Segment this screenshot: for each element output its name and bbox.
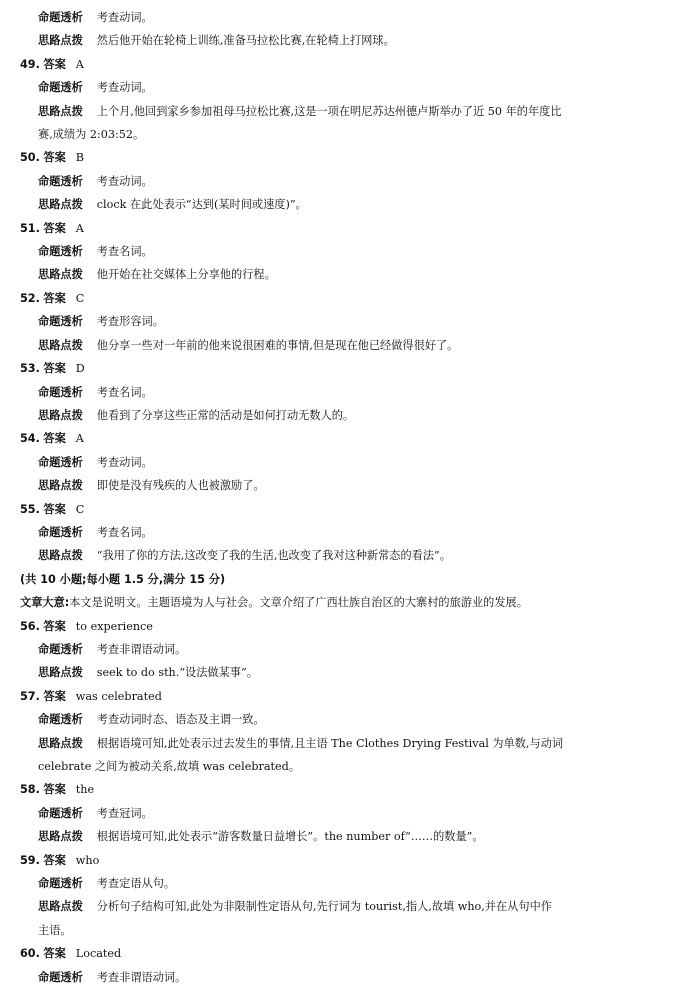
analysis-row	[20, 872, 674, 895]
answer-label: 答案	[43, 432, 66, 446]
hint-label: 思路点拨	[38, 408, 83, 422]
hint-continuation: celebrate 之间为被动关系,故填 was celebrated。	[38, 760, 301, 773]
analysis-row	[20, 240, 674, 263]
answer-value: who	[75, 853, 100, 867]
analysis-label: 命题透析	[38, 806, 83, 820]
summary-text: 本文是说明文。主题语境为人与社会。文章介绍了广西壮族自治区的大寨村的旅游业的发展。	[69, 596, 528, 610]
analysis-row	[20, 966, 674, 989]
analysis-row	[20, 708, 674, 731]
answer-value: Located	[75, 947, 122, 961]
analysis-label: 命题透析	[38, 81, 83, 95]
answer-label: 答案	[43, 783, 66, 797]
analysis-row	[20, 381, 674, 404]
analysis-text: 考查动词。	[96, 11, 153, 24]
answer-label: 答案	[43, 221, 66, 235]
hint-text: 上个月,他回到家乡参加祖母马拉松比赛,这是一项在明尼苏达州德卢斯举办了近 50 年的年度比	[96, 104, 562, 118]
analysis-text: 考查动词。	[96, 455, 153, 469]
item-number: 55.	[20, 502, 40, 516]
analysis-text: 考查非谓语动词。	[96, 970, 187, 984]
analysis-row	[20, 638, 674, 661]
analysis-label: 命题透析	[38, 455, 83, 469]
hint-text: seek to do sth.“设法做某事”。	[96, 666, 258, 680]
analysis-label: 命题透析	[38, 642, 83, 656]
item-number: 54.	[20, 432, 40, 446]
hint-text: 他分享一些对一年前的他来说很困难的事情,但是现在他已经做得很好了。	[96, 338, 459, 352]
analysis-row	[20, 170, 674, 193]
hint-label: 思路点拨	[38, 900, 83, 914]
hint-text: clock 在此处表示“达到(某时间或速度)”。	[96, 198, 307, 212]
answer-row	[20, 53, 674, 76]
item-number: 51.	[20, 221, 40, 235]
answer-row	[20, 942, 674, 965]
item-50	[20, 146, 674, 216]
analysis-text: 考查名词。	[96, 385, 153, 399]
item-59	[20, 849, 674, 943]
answer-row	[20, 615, 674, 638]
analysis-row	[20, 310, 674, 333]
hint-row	[20, 334, 674, 357]
answer-label: 答案	[43, 947, 66, 961]
hint-text: 他看到了分享这些正常的活动是如何打动无数人的。	[96, 408, 355, 422]
answer-row	[20, 849, 674, 872]
answer-label: 答案	[43, 853, 66, 867]
item-51	[20, 217, 674, 287]
hint-text: “我用了你的方法,这改变了我的生活,也改变了我对这种新常态的看法”。	[96, 549, 451, 563]
answer-value: D	[75, 362, 85, 376]
analysis-label: 命题透析	[38, 970, 83, 984]
analysis-text: 考查动词时态、语态及主谓一致。	[96, 713, 265, 727]
item-number: 53.	[20, 362, 40, 376]
item-55	[20, 498, 674, 568]
analysis-label: 命题透析	[38, 877, 83, 891]
item-number: 52.	[20, 291, 40, 305]
analysis-text: 考查名词。	[96, 245, 153, 259]
hint-text: 他开始在社交媒体上分享他的行程。	[96, 268, 276, 282]
answer-value: A	[75, 432, 84, 446]
item-54	[20, 427, 674, 497]
answer-value: B	[75, 151, 85, 165]
hint-continuation: 赛,成绩为 2:03:52。	[38, 128, 145, 142]
hint-label: 思路点拨	[38, 338, 83, 352]
hint-row	[20, 825, 674, 848]
answer-value: A	[75, 57, 84, 71]
analysis-text: 考查定语从句。	[96, 877, 176, 891]
answer-row	[20, 287, 674, 310]
answer-label: 答案	[43, 151, 66, 165]
hint-label: 思路点拨	[38, 479, 83, 493]
item-number: 57.	[20, 689, 40, 703]
analysis-row	[20, 802, 674, 825]
answer-value: C	[75, 291, 85, 305]
analysis-text: 考查名词。	[96, 525, 153, 539]
hint-text: 即使是没有残疾的人也被激励了。	[96, 479, 265, 493]
analysis-label: 命题透析	[38, 315, 83, 329]
analysis-label: 命题透析	[38, 713, 83, 727]
answer-label: 答案	[43, 291, 66, 305]
analysis-text: 考查动词。	[96, 81, 153, 95]
analysis-label: 命题透析	[38, 11, 83, 24]
hint-row	[20, 404, 674, 427]
answer-label: 答案	[43, 362, 66, 376]
hint-row	[20, 100, 674, 123]
answer-label: 答案	[43, 689, 66, 703]
hint-row	[20, 732, 674, 755]
answer-value: A	[75, 221, 84, 235]
answer-row	[20, 427, 674, 450]
hint-row	[20, 661, 674, 684]
hint-text: 根据语境可知,此处表示过去发生的事情,且主语 The Clothes Drying Festival 为单数,与动词	[96, 736, 564, 750]
item-60	[20, 942, 674, 989]
hint-label: 思路点拨	[38, 549, 83, 563]
item-58	[20, 778, 674, 848]
hint-row	[20, 193, 674, 216]
summary-row	[20, 591, 674, 614]
answer-row	[20, 146, 674, 169]
hint-label: 思路点拨	[38, 666, 83, 680]
hint-label: 思路点拨	[38, 830, 83, 844]
analysis-text: 考查非谓语动词。	[96, 642, 187, 656]
analysis-text: 考查形容词。	[96, 315, 164, 329]
item-48-hint-row	[20, 29, 674, 52]
item-49	[20, 53, 674, 147]
answer-value: was celebrated	[75, 689, 162, 703]
item-number: 59.	[20, 853, 40, 867]
hint-row	[20, 474, 674, 497]
item-number: 58.	[20, 783, 40, 797]
item-number: 49.	[20, 57, 40, 71]
hint-continuation: 主语。	[38, 923, 72, 937]
analysis-row	[20, 451, 674, 474]
answer-value: the	[75, 783, 95, 797]
hint-label: 思路点拨	[38, 736, 83, 750]
answer-label: 答案	[43, 502, 66, 516]
analysis-row	[20, 76, 674, 99]
summary-label: 文章大意:	[20, 596, 70, 610]
answer-row	[20, 685, 674, 708]
answer-row	[20, 217, 674, 240]
analysis-text: 考查冠词。	[96, 806, 153, 820]
analysis-text: 考查动词。	[96, 174, 153, 188]
item-number: 56.	[20, 619, 40, 633]
hint-row	[20, 263, 674, 286]
analysis-row	[20, 521, 674, 544]
answer-label: 答案	[43, 619, 66, 633]
hint-text: 根据语境可知,此处表示“游客数量日益增长”。the number of“……的数量”。	[96, 830, 484, 844]
answer-label: 答案	[43, 57, 66, 71]
item-56	[20, 615, 674, 685]
item-52	[20, 287, 674, 357]
analysis-label: 命题透析	[38, 174, 83, 188]
analysis-label: 命题透析	[38, 525, 83, 539]
hint-text: 分析句子结构可知,此处为非限制性定语从句,先行词为 tourist,指人,故填 who,并在从句中作	[96, 900, 552, 914]
item-53	[20, 357, 674, 427]
analysis-label: 命题透析	[38, 245, 83, 259]
item-57	[20, 685, 674, 779]
hint-row	[20, 544, 674, 567]
answer-value: C	[75, 502, 85, 516]
hint-label: 思路点拨	[38, 198, 83, 212]
answer-row	[20, 357, 674, 380]
hint-label: 思路点拨	[38, 34, 83, 48]
hint-text: 然后他开始在轮椅上训练,准备马拉松比赛,在轮椅上打网球。	[96, 34, 395, 48]
hint-label: 思路点拨	[38, 268, 83, 282]
answer-row	[20, 778, 674, 801]
item-number: 60.	[20, 947, 40, 961]
answer-row	[20, 498, 674, 521]
hint-row	[20, 895, 674, 918]
item-48-analysis-row	[20, 6, 674, 29]
analysis-label: 命题透析	[38, 385, 83, 399]
answer-value: to experience	[75, 619, 153, 633]
hint-label: 思路点拨	[38, 104, 83, 118]
section-header: (共 10 小题;每小题 1.5 分,满分 15 分)	[20, 572, 226, 586]
item-number: 50.	[20, 151, 40, 165]
